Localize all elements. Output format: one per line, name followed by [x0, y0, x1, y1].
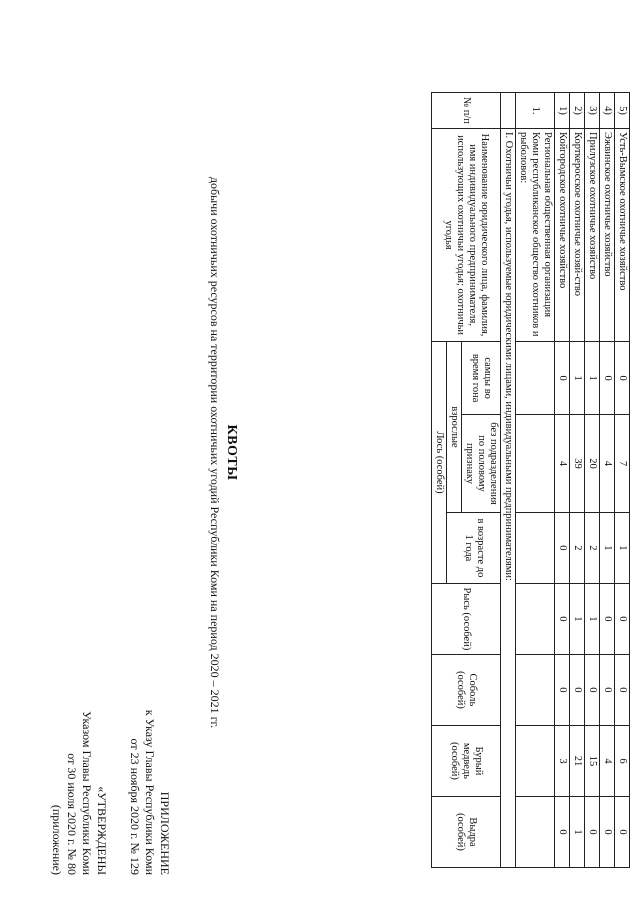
- cell-sable: 0: [615, 654, 630, 725]
- cell-males: 0: [555, 342, 570, 415]
- header-moose: Лось (особей): [432, 342, 447, 584]
- organization-name: Региональная общественная организация Коми республиканское общество охотников и рыболовов:: [516, 129, 555, 342]
- appendix-line: от 23 ноября 2020 г. № 129: [128, 738, 142, 875]
- cell-bear: 15: [585, 725, 600, 796]
- document-title: КВОТЫ: [224, 424, 239, 481]
- approval-line: (приложение): [50, 804, 64, 875]
- table-header: [432, 93, 501, 868]
- cell-otter: 0: [615, 796, 630, 867]
- hunting-area-name: Койгородское охотничье хозяйство: [555, 129, 570, 342]
- row-num: 1): [555, 93, 570, 129]
- appendix-line: ПРИЛОЖЕНИЕ: [158, 791, 172, 875]
- document-subtitle: добычи охотничьих ресурсов на территории охотничьих угодий Республики Коми на период 2020 – 2021 гг.: [208, 176, 222, 729]
- approval-line: от 30 июля 2020 г. № 80: [65, 753, 79, 875]
- row-num: 5): [615, 93, 630, 129]
- cell-sable: 0: [555, 654, 570, 725]
- cell-otter: 0: [600, 796, 615, 867]
- cell-young: 2: [585, 512, 600, 583]
- row-num: 4): [600, 93, 615, 129]
- header-young: в возрасте до 1 года: [447, 512, 501, 583]
- row-num: 3): [585, 93, 600, 129]
- header-bear: Бурый медведь (особей): [432, 725, 501, 796]
- cell-nosex: 39: [570, 415, 585, 513]
- cell-lynx: 0: [555, 583, 570, 654]
- cell-young: 2: [570, 512, 585, 583]
- hunting-area-name: Прилузское охотничье хозяйство: [585, 129, 600, 342]
- cell-bear: 21: [570, 725, 585, 796]
- cell-otter: 0: [555, 796, 570, 867]
- header-males: самцы во время гона: [462, 342, 501, 415]
- cell-lynx: 0: [615, 583, 630, 654]
- approval-line: Указом Главы Республики Коми: [80, 711, 94, 875]
- cell-sable: 0: [585, 654, 600, 725]
- cell-nosex: 4: [600, 415, 615, 513]
- organization-row: [516, 93, 555, 868]
- section-row: [501, 93, 516, 868]
- cell-sable: 0: [570, 654, 585, 725]
- table-row: [600, 93, 615, 868]
- header-nosex: без подразделения по половому признаку: [462, 415, 501, 513]
- cell-nosex: 20: [585, 415, 600, 513]
- header-adults: взрослые: [447, 342, 462, 513]
- cell-bear: 4: [600, 725, 615, 796]
- table-row: [585, 93, 600, 868]
- title-block: [207, 40, 240, 865]
- cell-otter: 1: [570, 796, 585, 867]
- hunting-area-name: Усть-Вымское охотничье хозяйство: [615, 129, 630, 342]
- cell-males: 0: [600, 342, 615, 415]
- cell-lynx: 1: [585, 583, 600, 654]
- header-sable: Соболь (особей): [432, 654, 501, 725]
- cell-lynx: 1: [570, 583, 585, 654]
- header-lynx: Рысь (особей): [432, 583, 501, 654]
- cell-males: 1: [585, 342, 600, 415]
- cell-nosex: 4: [555, 415, 570, 513]
- quota-table: [431, 92, 630, 868]
- cell-otter: 0: [585, 796, 600, 867]
- approval-note: [49, 711, 109, 875]
- cell-males: 1: [570, 342, 585, 415]
- hunting-area-name: Корткеросское охотничье хозяй-ство: [570, 129, 585, 342]
- cell-young: 1: [600, 512, 615, 583]
- cell-young: 1: [615, 512, 630, 583]
- cell-lynx: 0: [600, 583, 615, 654]
- cell-males: 0: [615, 342, 630, 415]
- section-label: I. Охотничьи угодья, используемые юридическими лицами, индивидуальными предпринимателями:: [501, 129, 516, 868]
- header-otter: Выдра (особей): [432, 796, 501, 867]
- appendix-line: к Указу Главы Республики Коми: [143, 709, 157, 875]
- header-num: № п/п: [432, 93, 501, 129]
- cell-nosex: 7: [615, 415, 630, 513]
- table-row: [615, 93, 630, 868]
- table-row: [555, 93, 570, 868]
- hunting-area-name: Эжвинское охотничье хозяйство: [600, 129, 615, 342]
- approval-line: «УТВЕРЖДЕНЫ: [95, 786, 109, 875]
- cell-bear: 3: [555, 725, 570, 796]
- cell-young: 0: [555, 512, 570, 583]
- table-body: [501, 93, 630, 868]
- cell-bear: 6: [615, 725, 630, 796]
- cell-sable: 0: [600, 654, 615, 725]
- header-name: Наименование юридического лица, фамилия, имя индивидуального предпринимателя, использующих охотничьи угодья; охотничьи угодья: [432, 129, 501, 342]
- row-num: 1.: [516, 93, 555, 129]
- appendix-note: [127, 710, 172, 875]
- table-row: [570, 93, 585, 868]
- row-num: 2): [570, 93, 585, 129]
